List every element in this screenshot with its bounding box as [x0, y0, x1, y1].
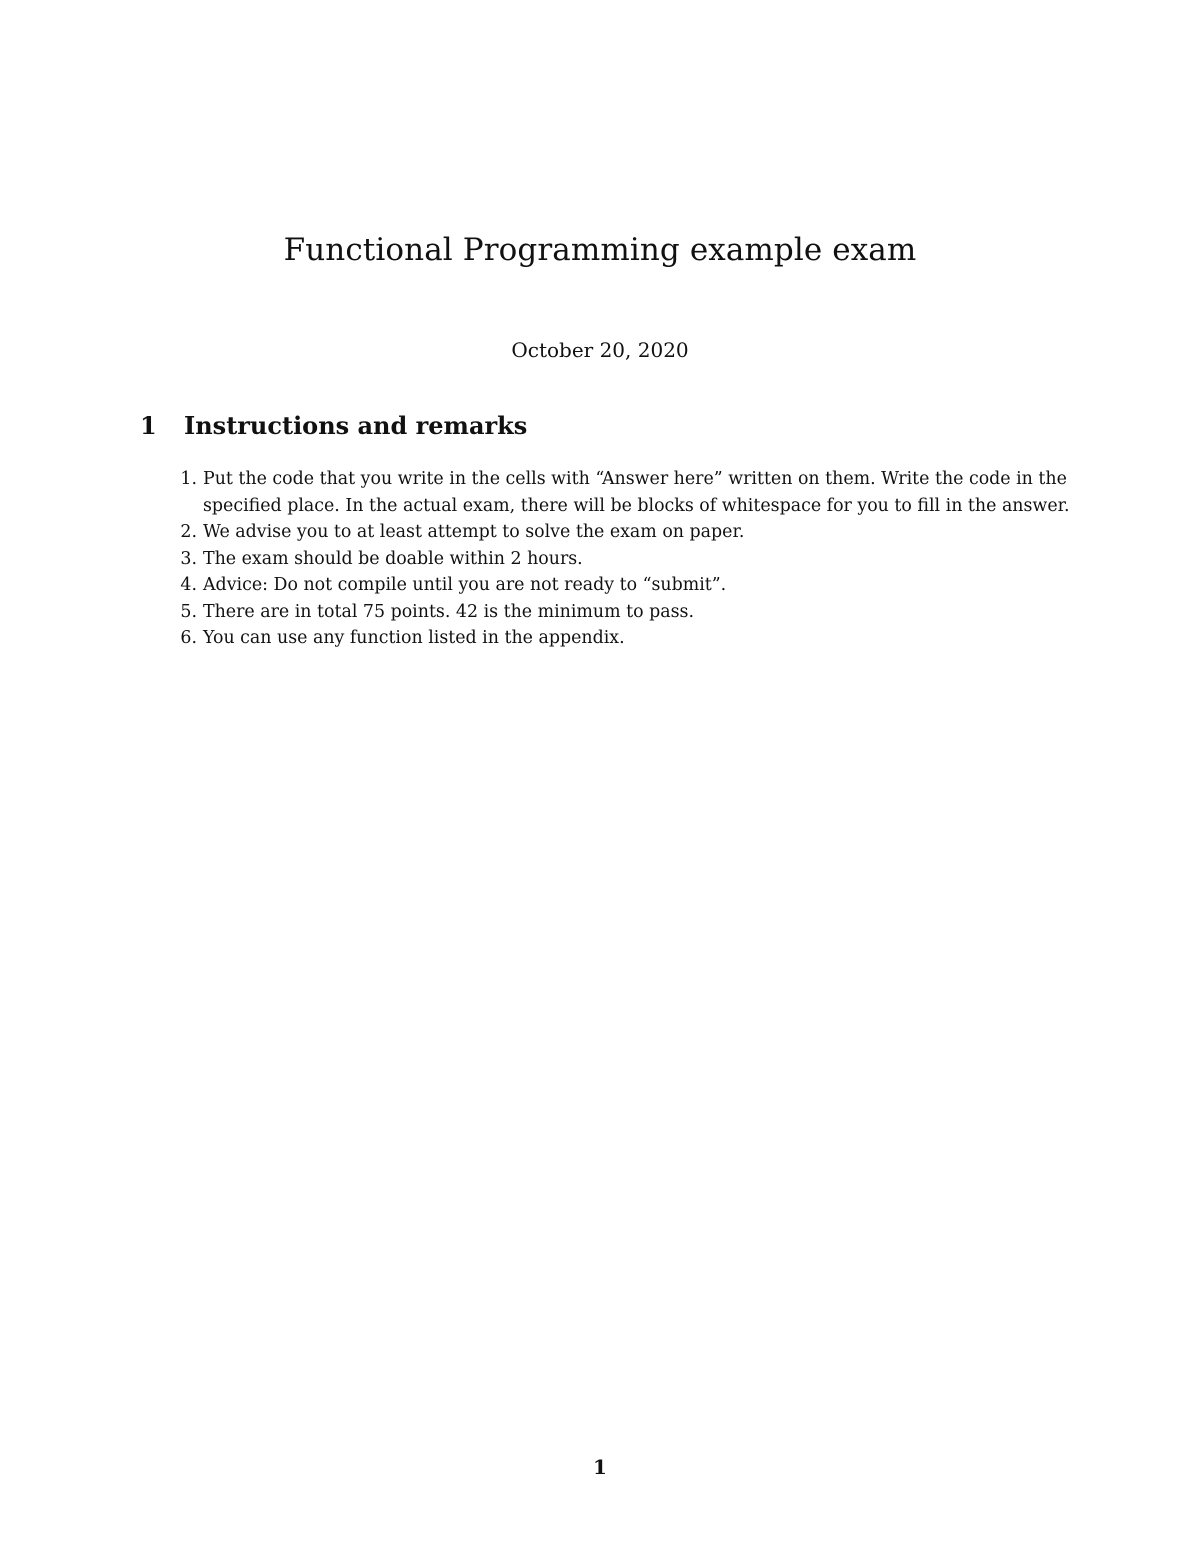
- list-item-number: 5.: [180, 601, 197, 622]
- instructions-list: [140, 466, 1070, 652]
- list-item-number: 3.: [180, 548, 197, 569]
- list-item-text: Put the code that you write in the cells with “Answer here” written on them. Write the code in the specified place. In the actual exam, there will be blocks of whitespace for you to fill in the answer.: [203, 469, 1070, 516]
- section-heading: [140, 410, 527, 442]
- list-item-number: 6.: [180, 628, 197, 648]
- list-item-number: 4.: [180, 575, 197, 595]
- list-item-text: We advise you to at least attempt to solve the exam on paper.: [203, 522, 745, 542]
- list-item: [140, 599, 1070, 626]
- list-item: [140, 466, 1070, 519]
- list-item-text: There are in total 75 points. 42 is the minimum to pass.: [203, 601, 694, 622]
- list-item-number: 2.: [180, 522, 197, 542]
- list-item-text: You can use any function listed in the appendix.: [203, 628, 625, 648]
- list-item-number: 1.: [180, 469, 197, 489]
- document-date: October 20, 2020: [511, 338, 689, 362]
- list-item-text: The exam should be doable within 2 hours.: [203, 548, 583, 569]
- list-item: [140, 519, 1070, 546]
- list-item: [140, 546, 1070, 573]
- list-item: [140, 625, 1070, 652]
- section-title: Instructions and remarks: [184, 411, 528, 440]
- list-item: [140, 572, 1070, 599]
- page-number: 1: [593, 1455, 607, 1479]
- document-title: Functional Programming example exam: [283, 232, 917, 268]
- list-item-text: Advice: Do not compile until you are not ready to “submit”.: [203, 575, 727, 595]
- section-number: 1: [140, 411, 157, 440]
